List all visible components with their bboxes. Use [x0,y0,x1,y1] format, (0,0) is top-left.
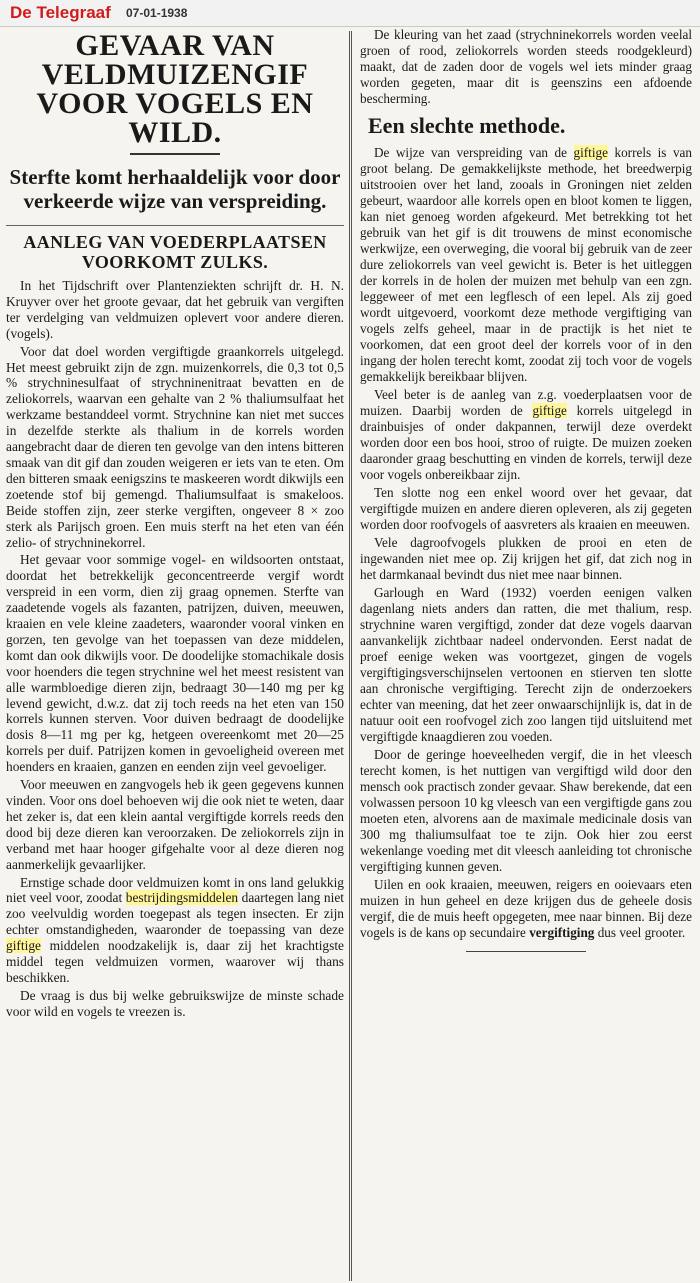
article-paragraph [360,877,692,941]
text-run: Uilen en ook kraaien, meeuwen, reigers en ooievaars eten muizen in hun geheel en deze krijgen dus de geheele dosis vergif, die de muis heeft opgegeten, mee naar binnen. Bij deze vogels is de kans op secundaire [360,877,692,940]
text-run: daartegen lang niet zoo veelvuldig worden toegepast als tegen insecten. Er zijn echter omstandigheden, waaronder de toepassing van deze [6,890,344,938]
bold-term: vergiftiging [529,925,595,940]
article-paragraph: Voor meeuwen en zangvogels heb ik geen gegevens kunnen vinden. Voor ons doel behoeven wij die ook niet te weten, daar het zeker is, dat een klein aantal vergiftigde korrels reeds den dood bij deze dieren kan veroorzaken. De zeliokorrels zijn in verband met haar hooger gifgehalte voor al deze dieren nog aanmerkelijk gevaarlijker. [6,777,344,872]
article-headline: GEVAAR VAN VELDMUIZENGIF VOOR VOGELS EN WILD. [36,29,314,149]
article-paragraph [360,145,692,385]
text-run: middelen noodzakelijk is, daar zij het krachtigste middel tegen veldmuizen vormen, waarover wij thans beschikken. [6,938,344,985]
search-highlight: bestrijdingsmiddelen [125,890,239,906]
article-paragraph: Het gevaar voor sommige vogel- en wildsoorten ontstaat, doordat het betrekkelijk geconcentreerde vergif wordt verspreid in een vorm, dien zij graag opnemen. Sterfte van zaadetende vogels als fazanten, patrijzen, duiven, meeuwen, kraaien en vele kleine zaadeters, waaronder vooral vinken en gorzen, ten gevolge van het toepassen van deze middelen, komt dan ook dikwijls voor. De doodelijke stomachikale dosis voor hoenders die tegen strychnine wel het meest resistent van alle warmbloedige dieren zijn, bedraagt 30—140 mg per kg levend gewicht, d.w.z. dat zij toch reeds na het eten van 150 korrels kunnen sterven. Voor duiven bedraagt de doodelijke dosis 8—11 mg per kg, hetgeen overeenkomt met 20—25 korrels per duif. Patrijzen komen in gevoeligheid overeen met hoenders en kraaien, ganzen en eenden zijn veel gevoeliger. [6,552,344,775]
article-paragraph: Ten slotte nog een enkel woord over het gevaar, dat vergiftigde muizen en andere dieren opleveren, als zij gegeten worden door roofvogels of aasvreters als kraaien en meeuwen. [360,485,692,532]
article-paragraph [360,387,692,483]
search-highlight: giftige [6,938,41,954]
newspaper-brand: De Telegraaf [10,3,111,22]
newspaper-header-bar [0,0,700,27]
article-end-rule [466,951,586,952]
article-paragraph: Door de geringe hoeveelheden vergif, die in het vleesch terecht komen, is het nuttigen van vergiftigd wild door den mensch ook practisch zonder gevaar. Shaw berekende, dat een volwassen persoon 10 kg vleesch van een vergiftigde gans zou moeten eten, alvorens aan de maximale medicinale dosis van 300 mg thaliumsulfaat toe te zijn. Ook hier zou eerst wekenlange voeding met dit vleesch aanleiding tot chronische vergiftiging kunnen geven. [360,747,692,874]
left-column [6,27,344,1283]
article-paragraph: De kleuring van het zaad (strychninekorrels worden veelal groen of rood, zeliokorrels worden steeds roodgekleurd) maakt, dat de zaden door de vogels wel iets minder graag worden gegeten, maar dit is geenszins een afdoende bescherming. [360,27,692,106]
section-heading: AANLEG VAN VOEDERPLAATSEN VOORKOMT ZULKS. [6,225,344,272]
text-run: Veel beter is de aanleg van z.g. voederplaatsen voor de muizen. Daarbij worden de [360,387,692,418]
article-paragraph: De vraag is dus bij welke gebruikswijze de minste schade voor wild en vogels te vreezen is. [6,987,344,1019]
newspaper-clipping [0,27,700,1283]
article-paragraph: Garlough en Ward (1932) voerden eenigen valken dagenlang niets anders dan ratten, die met thalium, resp. strychnine waren vergiftigd, zonder dat deze vogels daarvan aanvankelijk zichtbaar nadeel ondervonden. Eerst nadat de proef eenige weken was voortgezet, gingen de vogels vergiftigingsverschijnselen vertoonen en stierven ten slotte aan chronische vergiftiging. Terecht zijn de onderzoekers echter van meening, dat het zeer onwaarschijnlijk is, dat in de natuur ooit een roofvogel zich zoo langen tijd uitsluitend met vergiftigde knaagdieren zou voeden. [360,585,692,744]
article-paragraph: Voor dat doel worden vergiftigde graankorrels uitgelegd. Het meest gebruikt zijn de zgn. muizenkorrels, die 0,3 tot 0,5 % strychninesulfaat of strychninenitraat bevatten en de zeliokorrels, waarvan een gehalte van 2 % thaliumsulfaat het werkzame bestanddeel vormt. Strychnine kan niet met succes in dezelfde sterkte als thalium in de korrels worden aangebracht daar de dieren ten gevolge van den intens bitteren smaak van dit gif dan zouden weigeren er iets van te eten. Om den bitteren smaak eenigszins te maskeeren wordt dikwijls een zoetende stof bij gemengd. Thaliumsulfaat is smakeloos. Beide stoffen zijn, zeer sterke vergiften, ongeveer 8 × zoo sterk als Parijsch groen. Een muis sterft na het eten van één zelio- of strychninekorrel. [6,343,344,550]
text-run: dus veel grooter. [594,925,686,940]
text-run: Ernstige schade door veldmuizen komt in ons land gelukkig niet veel voor, zoodat [6,874,344,906]
column-divider [349,31,352,1281]
search-highlight: giftige [532,403,567,418]
text-run: De wijze van verspreiding van de [374,145,574,160]
text-run: korrels uitgelegd in drainbuisjes of onder dakpannen, terwijl deze overdekt worden door een bos hooi, stroo of ruigte. De muizen zoeken daaronder graag beschutting en vinden de korrels, terwijl deze voor vogels onbereikbaar zijn. [360,403,692,482]
article-paragraph: Vele dagroofvogels plukken de prooi en eten de ingewanden niet mee op. Zij krijgen het gif, dat zich nog in het darmkanaal bevindt dus niet mee naar binnen. [360,535,692,582]
article-subheadline: Sterfte komt herhaaldelijk voor door verkeerde wijze van verspreiding. [9,165,341,213]
article-paragraph [6,875,344,986]
article-paragraph: In het Tijdschrift over Plantenziekten schrijft dr. H. N. Kruyver over het groote gevaar, dat het gebruik van vergiften ter verdelging van veldmuizen oplevert voor andere dieren. (vogels). [6,278,344,341]
text-run: korrels is van groot belang. De gemakkelijkste methode, het breedwerpig uitstrooien over het land, zooals in Groningen niet zelden gebeurt, waardoor alle korrels open en bloot komen te liggen, kan niet genoeg worden afgekeurd. Met betrekking tot het gebruik van het gif is dit trouwens de minst economische werkwijze, een overweging, die vooral bij gebruik van de zeer dure zeliokorrels van veel gewicht is. Beter is het uitleggen der korrels in de holen der muizen met behulp van een zgn. leggeweer of met een legflesch of een lepel. Als zij goed wordt uitgevoerd, voorkomt deze methode vergiftiging van vogels zelfs geheel, maar in de practijk is het niet te voorkomen, dat een groot deel der korrels voor of in den ingang der holen terecht komt, zoodat zij toch voor de vogels gemakkelijk bereikbaar blijven. [360,145,692,384]
headline-rule [130,153,220,155]
search-highlight: giftige [573,145,608,160]
right-column [360,27,692,1283]
subsection-heading: Een slechte methode. [368,113,566,138]
publication-date: 07-01-1938 [126,6,188,20]
